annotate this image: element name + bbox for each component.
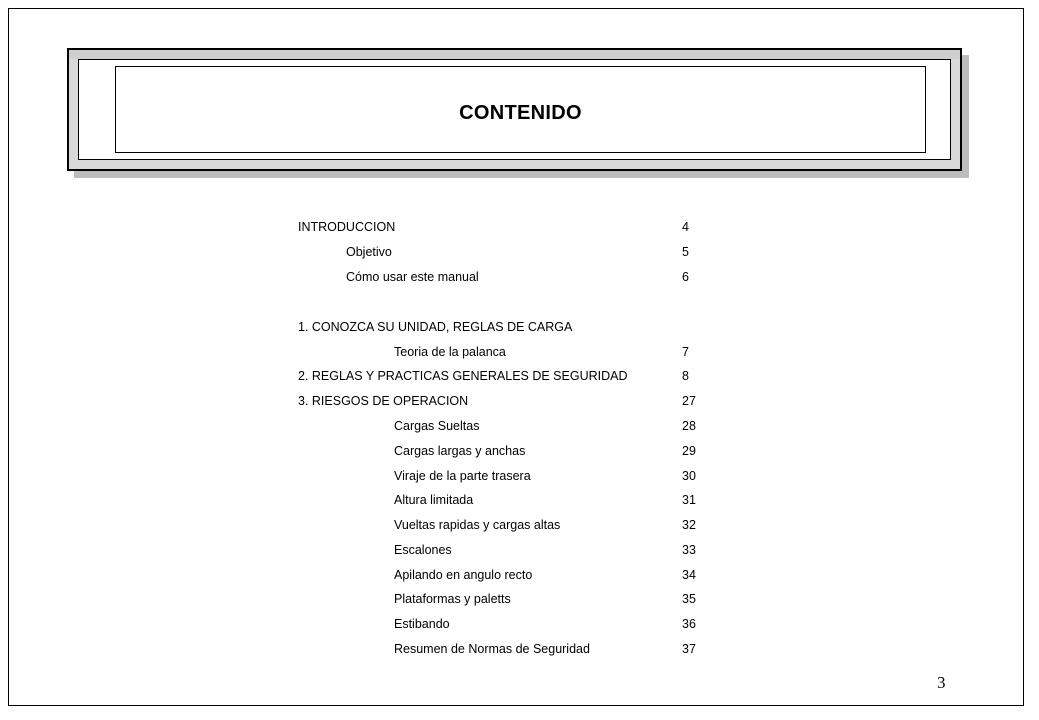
toc-entry-label: Viraje de la parte trasera — [394, 469, 531, 483]
toc-entry-page: 34 — [682, 568, 696, 582]
toc-entry-label: Objetivo — [346, 245, 392, 259]
toc-entry-label: Altura limitada — [394, 493, 474, 507]
toc-entry-page: 27 — [682, 394, 696, 408]
toc-entry-label: Cargas largas y anchas — [394, 444, 526, 458]
toc-entry-page: 8 — [682, 369, 689, 383]
toc-entry-label: 2. REGLAS Y PRACTICAS GENERALES DE SEGURIDAD — [298, 369, 628, 383]
toc-entry-label: Cómo usar este manual — [346, 270, 479, 284]
toc-entry-page: 7 — [682, 345, 689, 359]
page-number: 3 — [937, 673, 946, 692]
toc-entry-page: 33 — [682, 543, 696, 557]
toc-entry-page: 35 — [682, 592, 696, 606]
toc-entry-label: INTRODUCCION — [298, 220, 396, 234]
toc-entry-page: 4 — [682, 220, 689, 234]
toc-entry-page: 28 — [682, 419, 696, 433]
page-title: CONTENIDO — [459, 102, 582, 124]
toc-entry-page: 36 — [682, 617, 696, 631]
toc-entry-label: 1. CONOZCA SU UNIDAD, REGLAS DE CARGA — [298, 320, 573, 334]
toc-entry-label: 3. RIESGOS DE OPERACION — [298, 394, 469, 408]
toc-entry-page: 32 — [682, 518, 696, 532]
toc-entry-page: 30 — [682, 469, 696, 483]
toc-entry-label: Estibando — [394, 617, 450, 631]
toc-entry-label: Teoria de la palanca — [394, 345, 506, 359]
toc-entry-label: Apilando en angulo recto — [394, 568, 533, 582]
toc-entry-page: 5 — [682, 245, 689, 259]
toc-entry-page: 31 — [682, 493, 696, 507]
toc-entry-label: Vueltas rapidas y cargas altas — [394, 518, 561, 532]
toc-entry-label: Resumen de Normas de Seguridad — [394, 642, 590, 656]
toc-entry-label: Escalones — [394, 543, 452, 557]
toc-entry-page: 29 — [682, 444, 696, 458]
toc-entry-page: 37 — [682, 642, 696, 656]
toc-entry-page: 6 — [682, 270, 689, 284]
toc-entry-label: Cargas Sueltas — [394, 419, 480, 433]
toc-entry-label: Plataformas y paletts — [394, 592, 511, 606]
